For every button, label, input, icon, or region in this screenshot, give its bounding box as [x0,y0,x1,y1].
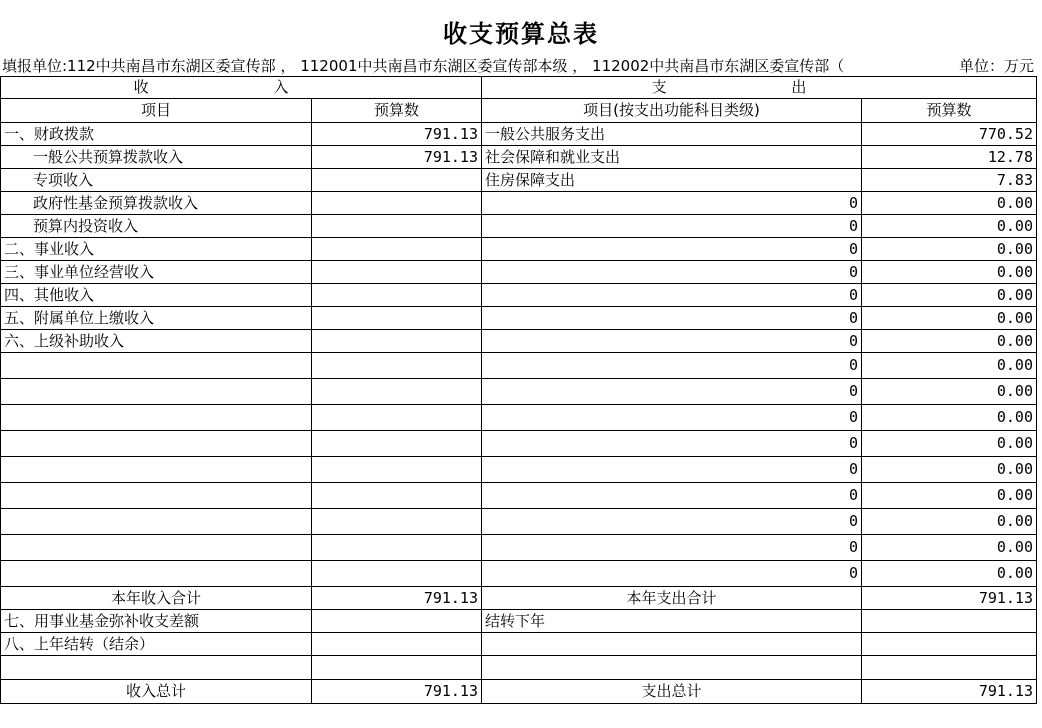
expense-item-cell: 0 [482,483,862,509]
expense-item-cell: 0 [482,535,862,561]
income-amount-cell [312,633,482,656]
expense-section-header: 支 出 [482,77,1037,99]
expense-item-header: 项目(按支出功能科目类级) [482,99,862,123]
expense-amount-cell: 0.00 [862,307,1037,330]
income-amount-cell [312,535,482,561]
table-row [1,457,1037,483]
expense-item-cell: 住房保障支出 [482,169,862,192]
income-item-cell: 一般公共预算拨款收入 [1,146,312,169]
table-row [1,169,1037,192]
expense-item-cell: 0 [482,457,862,483]
expense-amount-header: 预算数 [862,99,1037,123]
income-item-cell [1,535,312,561]
income-item-cell [1,353,312,379]
expense-amount-cell [862,633,1037,656]
income-item-cell: 一、财政拨款 [1,123,312,146]
income-item-cell: 八、上年结转（结余） [1,633,312,656]
table-row [1,431,1037,457]
income-item-cell: 五、附属单位上缴收入 [1,307,312,330]
expense-amount-cell: 12.78 [862,146,1037,169]
unit-line [2,55,1038,75]
page-title: 收支预算总表 [443,20,599,48]
expense-item-cell: 本年支出合计 [482,587,862,610]
income-item-cell [1,656,312,680]
income-amount-cell [312,284,482,307]
expense-amount-cell: 0.00 [862,457,1037,483]
income-amount-cell [312,353,482,379]
table-row [1,405,1037,431]
expense-amount-cell: 0.00 [862,431,1037,457]
income-amount-cell: 791.13 [312,587,482,610]
table-row [1,238,1037,261]
expense-amount-cell: 0.00 [862,353,1037,379]
expense-amount-cell [862,610,1037,633]
income-amount-cell [312,307,482,330]
expense-amount-cell: 0.00 [862,405,1037,431]
table-row [1,483,1037,509]
table-row [1,353,1037,379]
income-item-cell: 七、用事业基金弥补收支差额 [1,610,312,633]
table-row [1,656,1037,680]
expense-amount-cell [862,656,1037,680]
expense-amount-cell: 0.00 [862,261,1037,284]
filler-unit: 填报单位:112中共南昌市东湖区委宣传部 ， 112001中共南昌市东湖区委宣传部本级 ， 112002中共南昌市东湖区委宣传部（ [2,57,845,75]
table-row [1,330,1037,353]
income-item-header: 项目 [1,99,312,123]
income-amount-cell [312,656,482,680]
income-amount-cell [312,561,482,587]
income-amount-cell [312,169,482,192]
expense-amount-cell: 791.13 [862,587,1037,610]
expense-item-cell: 0 [482,330,862,353]
expense-item-cell: 0 [482,307,862,330]
expense-amount-cell: 0.00 [862,215,1037,238]
expense-item-cell: 结转下年 [482,610,862,633]
expense-item-cell: 0 [482,561,862,587]
expense-item-cell: 0 [482,431,862,457]
income-amount-cell [312,238,482,261]
expense-amount-cell: 0.00 [862,561,1037,587]
table-row [1,587,1037,610]
income-item-cell [1,509,312,535]
expense-item-cell [482,656,862,680]
income-item-cell [1,457,312,483]
expense-amount-cell: 0.00 [862,509,1037,535]
income-item-cell: 本年收入合计 [1,587,312,610]
expense-item-cell: 0 [482,379,862,405]
expense-item-cell: 0 [482,192,862,215]
expense-item-cell: 0 [482,261,862,284]
table-row [1,146,1037,169]
income-item-cell [1,431,312,457]
budget-table [0,76,1037,704]
table-row [1,379,1037,405]
income-item-cell [1,405,312,431]
income-item-cell: 三、事业单位经营收入 [1,261,312,284]
income-amount-cell [312,431,482,457]
income-amount-header: 预算数 [312,99,482,123]
expense-item-cell: 0 [482,215,862,238]
income-item-cell: 政府性基金预算拨款收入 [1,192,312,215]
income-amount-cell [312,379,482,405]
table-row [1,509,1037,535]
income-amount-cell [312,405,482,431]
table-row [1,215,1037,238]
table-row [1,680,1037,704]
expense-item-cell: 社会保障和就业支出 [482,146,862,169]
income-item-cell: 收入总计 [1,680,312,704]
income-section-header: 收 入 [1,77,482,99]
income-amount-cell [312,610,482,633]
table-row [1,192,1037,215]
expense-amount-cell: 7.83 [862,169,1037,192]
table-row [1,123,1037,146]
income-item-cell [1,483,312,509]
expense-amount-cell: 0.00 [862,284,1037,307]
income-amount-cell [312,192,482,215]
table-row [1,610,1037,633]
column-header-row [1,99,1037,123]
expense-item-cell: 0 [482,238,862,261]
income-amount-cell: 791.13 [312,680,482,704]
expense-item-cell: 0 [482,284,862,307]
table-row [1,633,1037,656]
income-item-cell: 六、上级补助收入 [1,330,312,353]
income-item-cell: 预算内投资收入 [1,215,312,238]
table-row [1,261,1037,284]
expense-amount-cell: 0.00 [862,238,1037,261]
income-item-cell [1,379,312,405]
income-item-cell: 四、其他收入 [1,284,312,307]
income-amount-cell [312,483,482,509]
expense-amount-cell: 0.00 [862,483,1037,509]
expense-item-cell: 0 [482,353,862,379]
table-row [1,284,1037,307]
expense-amount-cell: 791.13 [862,680,1037,704]
income-amount-cell: 791.13 [312,123,482,146]
table-row [1,307,1037,330]
income-amount-cell [312,509,482,535]
income-item-cell: 二、事业收入 [1,238,312,261]
currency-unit: 单位：万元 [958,57,1034,75]
expense-amount-cell: 0.00 [862,535,1037,561]
section-header-row [1,77,1037,99]
income-item-cell: 专项收入 [1,169,312,192]
income-amount-cell [312,457,482,483]
table-row [1,561,1037,587]
expense-item-cell [482,633,862,656]
income-item-cell [1,561,312,587]
expense-item-cell: 0 [482,405,862,431]
income-amount-cell [312,330,482,353]
income-amount-cell [312,261,482,284]
income-amount-cell [312,215,482,238]
expense-item-cell: 支出总计 [482,680,862,704]
expense-amount-cell: 0.00 [862,330,1037,353]
expense-amount-cell: 0.00 [862,192,1037,215]
income-amount-cell: 791.13 [312,146,482,169]
table-row [1,535,1037,561]
expense-item-cell: 一般公共服务支出 [482,123,862,146]
expense-amount-cell: 0.00 [862,379,1037,405]
expense-item-cell: 0 [482,509,862,535]
expense-amount-cell: 770.52 [862,123,1037,146]
